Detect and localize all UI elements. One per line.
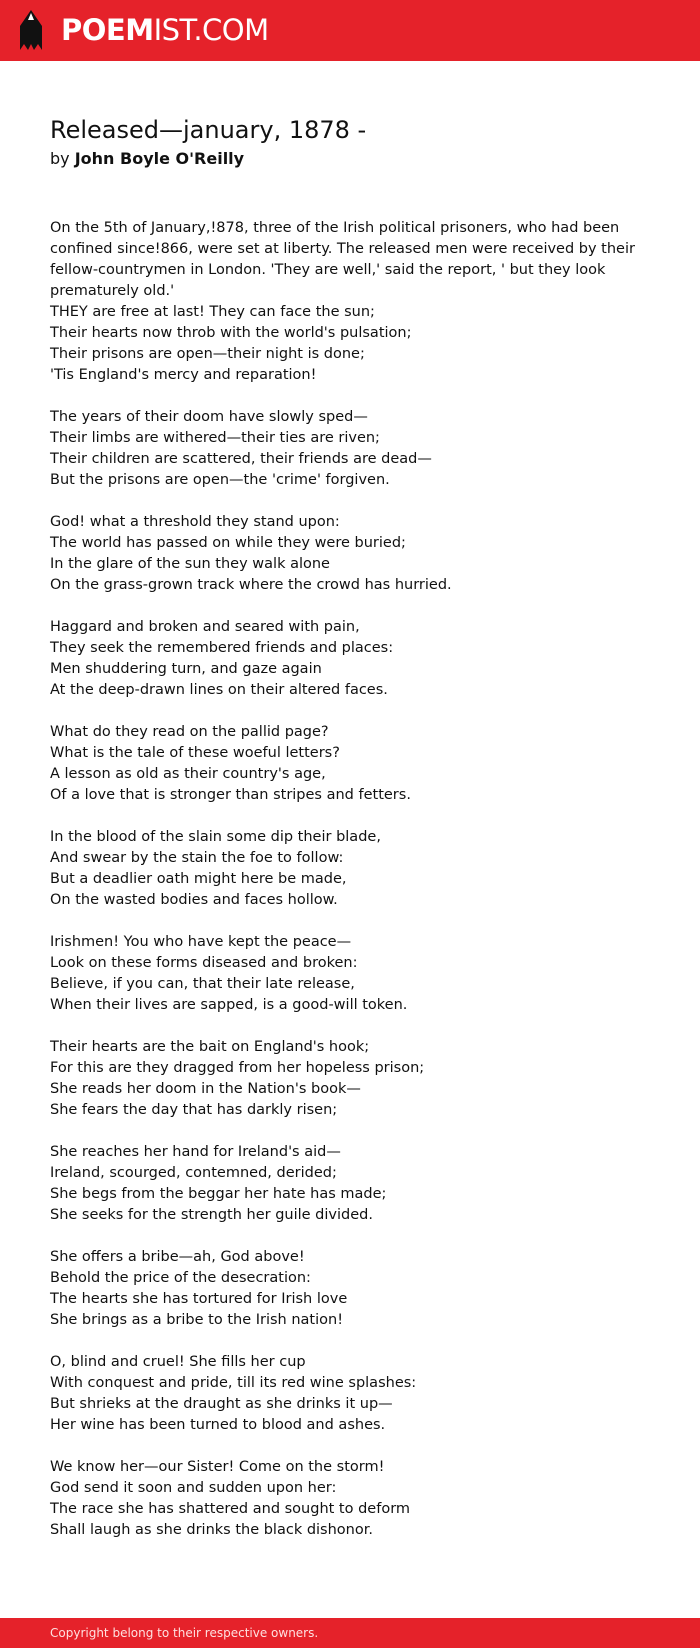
site-header	[0, 0, 700, 61]
byline	[50, 148, 244, 170]
copyright-text: Copyright belong to their respective owners.	[50, 1626, 319, 1640]
author-name: John Boyle O'Reilly	[74, 149, 245, 168]
poem-title: Released—january, 1878 -	[50, 116, 367, 144]
site-logo[interactable]	[61, 13, 269, 47]
poem-body: On the 5th of January,!878, three of the Irish political prisoners, who had been confined since!866, were set at liberty. The released men were received by their fellow-countrymen in London. 'They are well,' said the report, ' but they look prematurely old.' THEY are free at last! They can face the sun; Their hearts now throb with the world's pulsation; Their prisons are open—their night is done; 'Tis England's mercy and reparation! The years of their doom have slowly sped— Their limbs are withered—their ties are riven; Their children are scattered, their friends are dead— But the prisons are open—the 'crime' forgiven. God! what a threshold they stand upon: The world has passed on while they were buried; In the glare of the sun they walk alone On the grass-grown track where the crowd has hurried. Haggard and broken and seared with pain, They seek the remembered friends and places: Men shuddering turn, and gaze again At the deep-drawn lines on their altered faces. What do they read on the pallid page? What is the tale of these woeful letters? A lesson as old as their country's age, Of a love that is stronger than stripes and fetters. In the blood of the slain some dip their blade, And swear by the stain the foe to follow: But a deadlier oath might here be made, On the wasted bodies and faces hollow. Irishmen! You who have kept the peace— Look on these forms diseased and broken: Believe, if you can, that their late release, When their lives are sapped, is a good-will token. Their hearts are the bait on England's hook; For this are they dragged from her hopeless prison; She reads her doom in the Nation's book— She fears the day that has darkly risen; She reaches her hand for Ireland's aid— Ireland, scourged, contemned, derided; She begs from the beggar her hate has made; She seeks for the strength her guile divided. She offers a bribe—ah, God above! Behold the price of the desecration: The hearts she has tortured for Irish love She brings as a bribe to the Irish nation! O, blind and cruel! She fills her cup With conquest and pride, till its red wine splashes: But shrieks at the draught as she drinks it up— Her wine has been turned to blood and ashes. We know her—our Sister! Come on the storm! God send it soon and sudden upon her: The race she has shattered and sought to deform Shall laugh as she drinks the black dishonor.	[50, 220, 635, 1538]
by-label: by	[50, 149, 70, 168]
pencil-icon[interactable]	[18, 10, 44, 52]
site-footer	[0, 1618, 700, 1648]
logo-bold-text: POEM	[61, 13, 154, 47]
logo-light-text: IST.COM	[153, 13, 269, 47]
